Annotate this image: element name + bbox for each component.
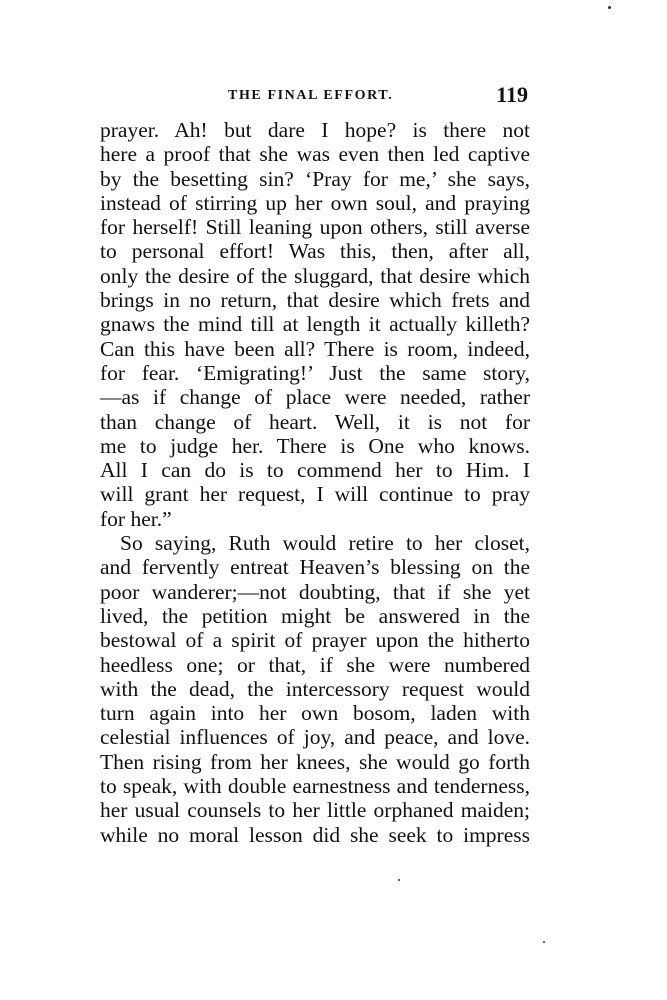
- text-line: celestial influences of joy, and peace, and love.: [100, 725, 530, 750]
- text-line: —as if change of place were needed, rather: [100, 385, 530, 410]
- text-line: lived, the petition might be answered in the: [100, 603, 530, 628]
- text-line: to speak, with double earnestness and tenderness,: [100, 774, 530, 799]
- text-line: me to judge her. There is One who knows.: [100, 433, 530, 458]
- ink-speck: [398, 879, 400, 881]
- text-line: heedless one; or that, if she were numbered: [100, 652, 530, 677]
- text-line: poor wanderer;—not doubting, that if she yet: [100, 579, 530, 604]
- text-line: here a proof that she was even then led captive: [100, 142, 530, 167]
- text-line: for herself! Still leaning upon others, still averse: [100, 215, 530, 240]
- text-line: only the desire of the sluggard, that desire which: [100, 263, 530, 288]
- ink-speck: [608, 6, 611, 9]
- text-line: her usual counsels to her little orphaned maiden;: [100, 798, 530, 823]
- text-line: to personal effort! Was this, then, after all,: [100, 239, 530, 264]
- ink-speck: [543, 941, 545, 943]
- page-number: 119: [496, 82, 528, 107]
- text-line: gnaws the mind till at length it actually killeth?: [100, 312, 530, 337]
- text-line: will grant her request, I will continue to pray: [100, 482, 530, 507]
- text-line: All I can do is to commend her to Him. I: [100, 458, 530, 483]
- text-line: Can this have been all? There is room, indeed,: [100, 336, 530, 361]
- page-header: [100, 82, 530, 112]
- text-line: for fear. ‘Emigrating!’ Just the same story,: [100, 360, 530, 385]
- body-text: [100, 118, 530, 847]
- text-line: than change of heart. Well, it is not for: [100, 409, 530, 434]
- text-line: and fervently entreat Heaven’s blessing on the: [100, 555, 530, 580]
- text-line: instead of stirring up her own soul, and praying: [100, 190, 530, 215]
- running-head: THE FINAL EFFORT.: [228, 88, 394, 103]
- text-line: So saying, Ruth would retire to her closet,: [120, 531, 530, 556]
- text-line: brings in no return, that desire which frets and: [100, 288, 530, 313]
- text-line: for her.”: [100, 506, 172, 531]
- text-line: turn again into her own bosom, laden with: [100, 701, 530, 726]
- text-line: bestowal of a spirit of prayer upon the hitherto: [100, 628, 530, 653]
- text-line: Then rising from her knees, she would go forth: [100, 749, 530, 774]
- text-line: prayer. Ah! but dare I hope? is there not: [100, 118, 530, 142]
- text-line: by the besetting sin? ‘Pray for me,’ she says,: [100, 166, 530, 191]
- text-line: with the dead, the intercessory request would: [100, 676, 530, 701]
- text-line: while no moral lesson did she seek to impress: [100, 822, 530, 847]
